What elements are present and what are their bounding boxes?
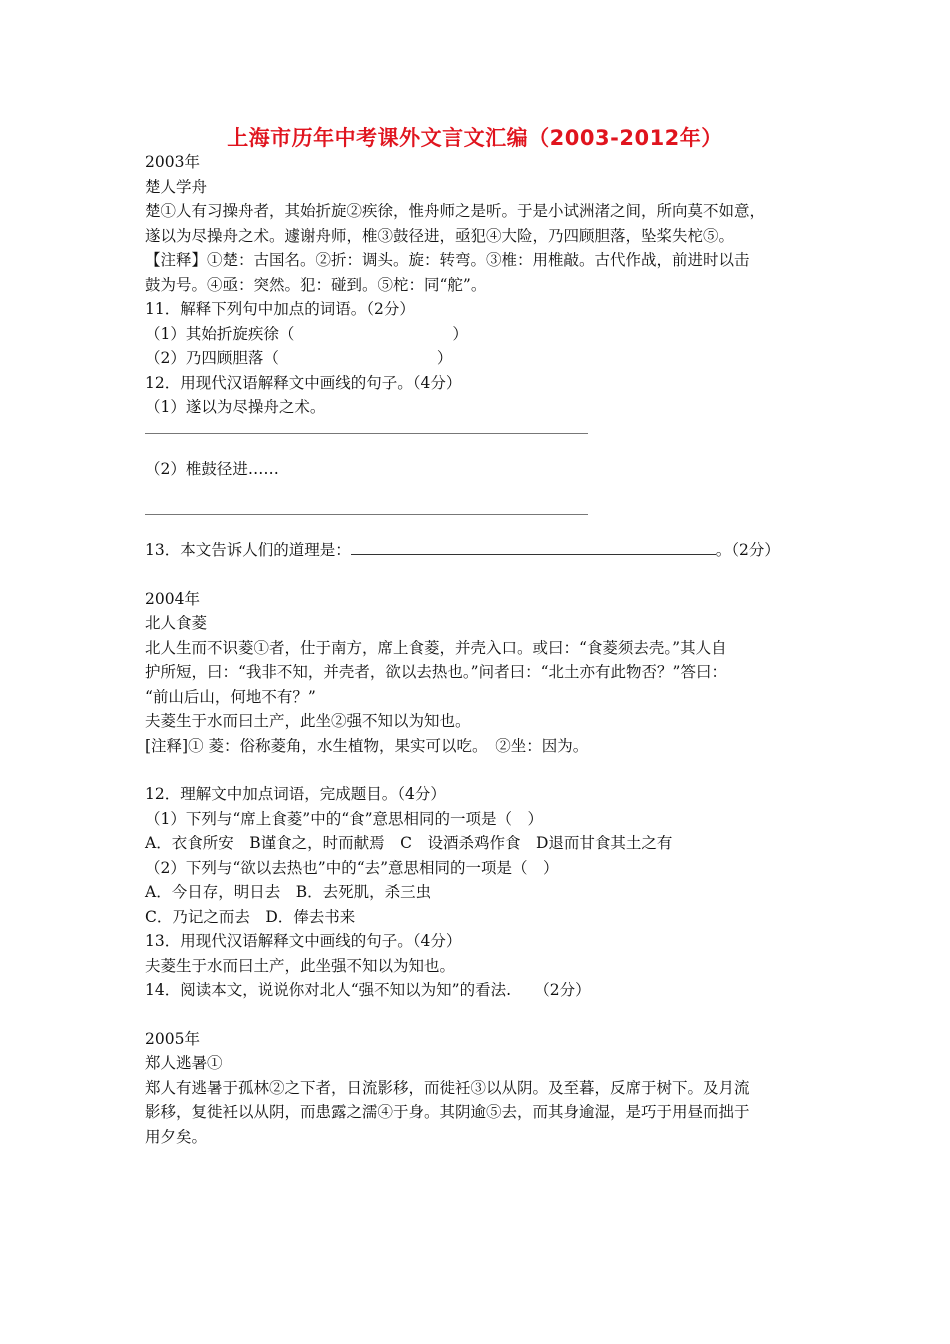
question-11-1	[145, 322, 810, 347]
question-12-2: （2）下列与“欲以去热也”中的“去”意思相同的一项是（ ）	[145, 858, 559, 877]
question-14: 14．阅读本文，说说你对北人“强不知以为知”的看法. （2分）	[145, 981, 591, 999]
question-options: A．衣食所安 B谨食之，时而献焉 C 设酒杀鸡作食 D退而甘食其土之有	[145, 834, 673, 852]
question-score: 。（2分）	[715, 541, 780, 559]
year-heading-2005: 2005年	[145, 1029, 200, 1048]
year-heading-2003: 2003年	[145, 153, 200, 171]
question-12-2: （2）椎鼓径进……	[145, 459, 279, 478]
bracket-close: ）	[436, 349, 453, 367]
passage-line: 楚①人有习操舟者，其始折旋②疾徐，惟舟师之是听。于是小试洲渚之间，所向莫不如意，	[145, 202, 766, 220]
answer-blank	[351, 540, 716, 555]
question-11: 11．解释下列句中加点的词语。（2分）	[145, 300, 415, 318]
passage-title-2005: 郑人逃暑①	[145, 1054, 223, 1072]
bracket-close: ）	[452, 324, 468, 343]
annotation-line: 鼓为号。④亟：突然。犯：碰到。⑤柁：同“舵”。	[145, 275, 487, 294]
passage-line: 夫菱生于水而曰土产，此坐②强不知以为知也。	[145, 712, 471, 730]
passage-line: “前山后山，何地不有？”	[145, 687, 316, 706]
question-11-2	[145, 346, 810, 371]
passage-line: 用夕矣。	[145, 1127, 208, 1146]
question-12-1: （1）遂以为尽操舟之术。	[145, 398, 326, 416]
annotation-line: [注释]① 菱：俗称菱角，水生植物，果实可以吃。 ②坐：因为。	[145, 736, 589, 755]
question-13	[145, 538, 810, 563]
passage-line: 遂以为尽操舟之术。遽谢舟师，椎③鼓径进，亟犯④大险，乃四顾胆落，坠桨失柁⑤。	[145, 226, 735, 245]
question-text: （2）乃四顾胆落（	[145, 349, 279, 367]
document-body	[145, 150, 810, 1149]
passage-line: 郑人有逃暑于孤林②之下者，日流影移，而徙衽③以从阴。及至暮，反席于树下。及月流	[145, 1078, 750, 1097]
question-text: （1）其始折旋疾徐（	[145, 324, 295, 343]
passage-title-2003: 楚人学舟	[145, 177, 208, 196]
year-heading-2004: 2004年	[145, 589, 200, 608]
question-12-1: （1）下列与“席上食菱”中的“食”意思相同的一项是（ ）	[145, 809, 544, 828]
question-options: A．今日存，明日去 B．去死肌，杀三虫	[145, 883, 432, 901]
question-13-text: 夫菱生于水而曰土产，此坐强不知以为知也。	[145, 956, 456, 975]
annotation-line: 【注释】①楚：古国名。②折：调头。旋：转弯。③椎：用椎敲。古代作战，前进时以击	[145, 251, 750, 269]
passage-line: 护所短，曰：“我非不知，并壳者，欲以去热也。”问者曰：“北土亦有此物否？”答曰：	[145, 663, 727, 681]
question-13: 13．用现代汉语解释文中画线的句子。（4分）	[145, 932, 462, 950]
question-text: 13．本文告诉人们的道理是：	[145, 541, 351, 559]
question-12: 12．用现代汉语解释文中画线的句子。（4分）	[145, 373, 462, 392]
page-title: 上海市历年中考课外文言文汇编（2003-2012年）	[227, 126, 723, 150]
passage-line: 影移，复徙衽以从阴，而患露之濡④于身。其阴逾⑤去，而其身逾湿，是巧于用昼而拙于	[145, 1103, 750, 1121]
passage-title-2004: 北人食菱	[145, 614, 208, 632]
passage-line: 北人生而不识菱①者，仕于南方，席上食菱，并壳入口。或曰：“食菱须去壳。”其人自	[145, 638, 727, 657]
question-options: C．乃记之而去 D．俸去书来	[145, 907, 356, 926]
question-12: 12．理解文中加点词语，完成题目。（4分）	[145, 785, 446, 803]
